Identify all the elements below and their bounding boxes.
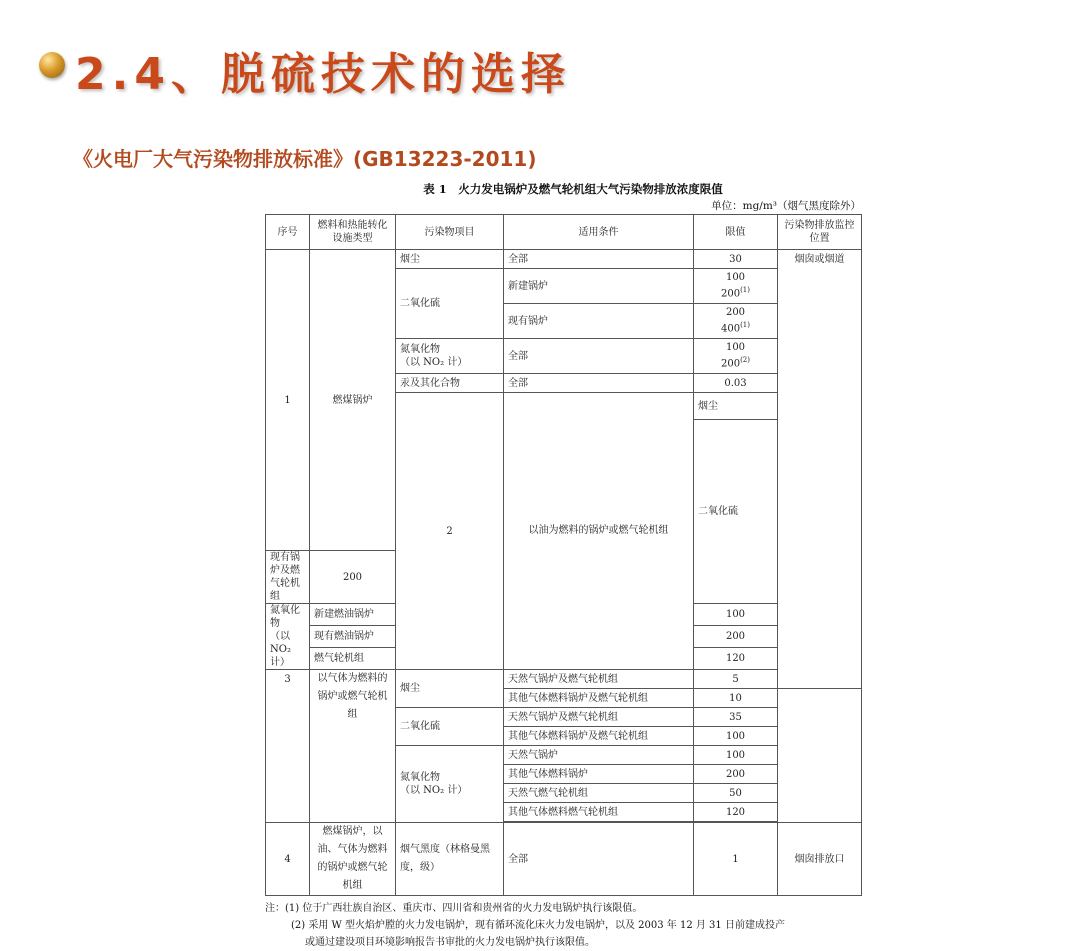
cell-condition: 全部 [504, 250, 694, 269]
cell-pollutant: 二氧化硫 [396, 708, 504, 746]
cell-condition: 全部 [504, 374, 694, 393]
table-notes [265, 900, 861, 951]
cell-condition: 燃气轮机组 [310, 648, 396, 670]
cell-condition: 其他气体燃料锅炉及燃气轮机组 [504, 727, 694, 746]
note-1: 注：(1) 位于广西壮族自治区、重庆市、四川省和贵州省的火力发电锅炉执行该限值。 [265, 903, 643, 914]
cell-pollutant: 二氧化硫 [694, 420, 778, 604]
header-condition: 适用条件 [504, 215, 694, 250]
cell-limit: 50 [694, 784, 778, 803]
limit-value: 200 [725, 307, 746, 319]
standard-table-document [265, 180, 861, 951]
cell-pollutant: 烟尘 [396, 250, 504, 269]
cell-no: 1 [266, 250, 310, 551]
cell-condition: 其他气体燃料锅炉及燃气轮机组 [504, 689, 694, 708]
cell-monitor: 烟囱或烟道 [778, 250, 862, 689]
cell-limit: 200 [694, 626, 778, 648]
cell-limit: 30 [694, 250, 778, 269]
cell-condition: 天然气锅炉及燃气轮机组 [504, 670, 694, 689]
header-no: 序号 [266, 215, 310, 250]
cell-type: 以油为燃料的锅炉或燃气轮机组 [504, 393, 694, 670]
cell-limit: 100 [694, 727, 778, 746]
header-pollutant: 污染物项目 [396, 215, 504, 250]
cell-limit: 100 [694, 604, 778, 626]
table-row [266, 823, 862, 896]
cell-limit: 200 [694, 765, 778, 784]
cell-type: 燃煤锅炉 [310, 250, 396, 551]
cell-limit: 100 [694, 746, 778, 765]
limit-value: 400$^{(1)}$ [720, 321, 750, 335]
cell-limit [694, 269, 778, 304]
limit-value: 100 [725, 272, 746, 284]
cell-limit: 0.03 [694, 374, 778, 393]
cell-type: 燃煤锅炉，以油、气体为燃料的锅炉或燃气轮机组 [310, 823, 396, 896]
cell-limit: 10 [694, 689, 778, 708]
cell-pollutant: 烟尘 [396, 670, 504, 708]
standard-subtitle: 《火电厂大气污染物排放标准》(GB13223-2011) [73, 147, 537, 171]
cell-condition: 全部 [504, 339, 694, 374]
cell-pollutant: 汞及其化合物 [396, 374, 504, 393]
cell-limit: 200 [310, 551, 396, 604]
cell-pollutant: 氮氧化物 （以 NO₂ 计） [396, 339, 504, 374]
cell-condition: 现有锅炉 [504, 304, 694, 339]
unit-line: 单位：mg/m³（烟气黑度除外） [711, 200, 861, 212]
cell-monitor: 烟囱排放口 [778, 823, 862, 896]
cell-limit: 120 [694, 648, 778, 670]
cell-condition: 天然气锅炉及燃气轮机组 [504, 708, 694, 727]
cell-limit: 120 [694, 803, 778, 822]
cell-type: 以气体为燃料的锅炉或燃气轮机组 [310, 670, 396, 823]
cell-no: 2 [396, 393, 504, 670]
cell-limit: 5 [694, 670, 778, 689]
cell-condition: 现有燃油锅炉 [310, 626, 396, 648]
cell-condition: 其他气体燃料锅炉 [504, 765, 694, 784]
cell-condition: 新建燃油锅炉 [310, 604, 396, 626]
cell-condition: 天然气燃气轮机组 [504, 784, 694, 803]
limit-value: 200$^{(1)}$ [720, 286, 750, 300]
table-caption: 表 1 火力发电锅炉及燃气轮机组大气污染物排放浓度限值 [423, 182, 723, 196]
cell-pollutant: 烟尘 [694, 393, 778, 420]
cell-no: 3 [266, 670, 310, 823]
cell-limit: 1 [694, 823, 778, 896]
header-limit: 限值 [694, 215, 778, 250]
cell-pollutant: 氮氧化物 （以 NO₂ 计） [396, 746, 504, 823]
header-type: 燃料和热能转化设施类型 [310, 215, 396, 250]
cell-pollutant: 烟气黑度（林格曼黑度，级） [396, 823, 504, 896]
header-monitor: 污染物排放监控位置 [778, 215, 862, 250]
limit-value: 100 [725, 342, 746, 354]
slide-title: 2.4、脱硫技术的选择 [75, 49, 571, 100]
note-2-cont: 或通过建设项目环境影响报告书审批的火力发电锅炉执行该限值。 [305, 937, 595, 948]
cell-condition: 现有锅炉及燃气轮机组 [266, 551, 310, 604]
limit-value: 200$^{(2)}$ [720, 356, 750, 370]
cell-no: 4 [266, 823, 310, 896]
cell-condition: 全部 [504, 823, 694, 896]
cell-condition: 新建锅炉 [504, 269, 694, 304]
cell-limit [694, 304, 778, 339]
cell-condition: 其他气体燃料燃气轮机组 [504, 803, 694, 822]
table-header-row [266, 215, 862, 250]
cell-pollutant: 二氧化硫 [396, 269, 504, 339]
table-row [266, 250, 862, 269]
title-bullet-icon [39, 52, 65, 78]
note-2: (2) 采用 W 型火焰炉膛的火力发电锅炉，现有循环流化床火力发电锅炉，以及 2003 年 12 月 31 日前建成投产 [291, 920, 785, 931]
cell-limit [694, 339, 778, 374]
cell-limit: 35 [694, 708, 778, 727]
cell-pollutant: 氮氧化物 （以 NO₂ 计） [266, 604, 310, 670]
cell-condition: 天然气锅炉 [504, 746, 694, 765]
emission-limits-table [265, 214, 862, 896]
table-row [266, 670, 862, 689]
